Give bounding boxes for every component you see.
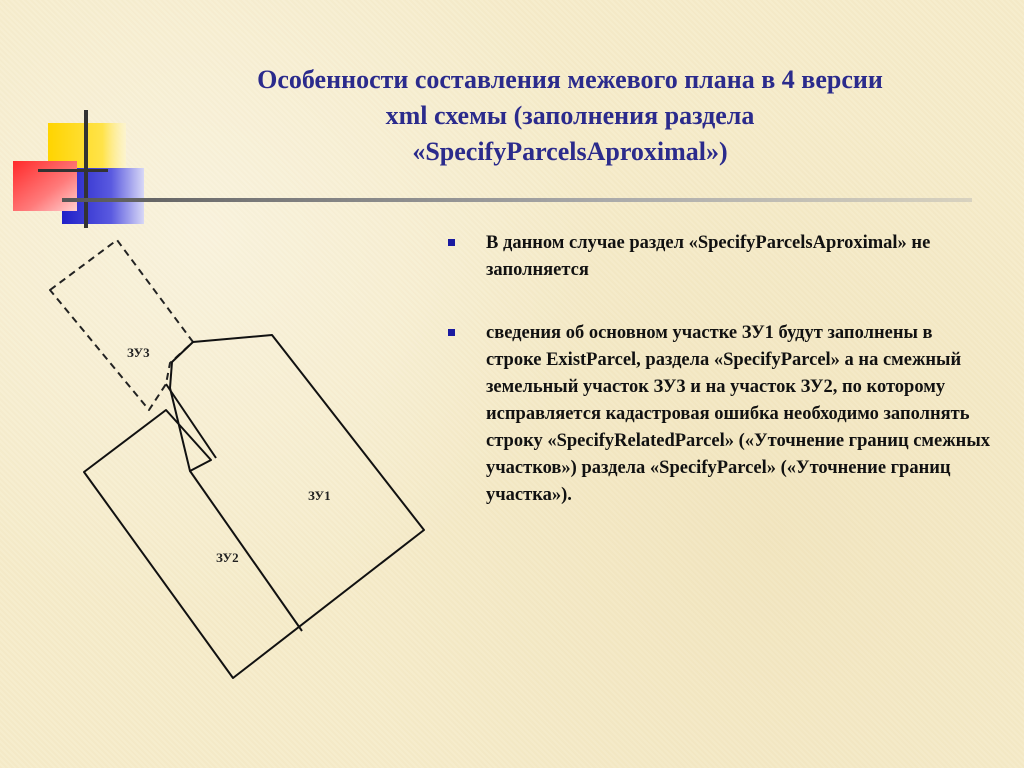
parcel-zu1-zu2-outline: [84, 335, 424, 678]
square-bullet-icon: [448, 239, 455, 246]
label-zu3: ЗУ3: [127, 345, 150, 360]
parcel-zu3-outline: [50, 240, 193, 410]
parcel-inner-edge: [166, 384, 216, 458]
red-square: [13, 161, 77, 211]
horizontal-line: [38, 169, 108, 172]
label-zu1: ЗУ1: [308, 488, 331, 503]
bullet-text: В данном случае раздел «SpecifyParcelsAproximal» не заполняется: [486, 233, 931, 280]
bullet-list: [446, 230, 991, 545]
title-line-2: xml схемы (заполнения раздела: [385, 101, 755, 130]
title-line-3: «SpecifyParcelsAproximal»): [412, 137, 728, 166]
bullet-item: [446, 230, 991, 284]
label-zu2: ЗУ2: [216, 550, 239, 565]
title-line-1: Особенности составления межевого плана в 4 версии: [257, 65, 883, 94]
title-divider: [62, 198, 972, 202]
slide-title: [150, 62, 990, 170]
bullet-text: сведения об основном участке ЗУ1 будут заполнены в строке ExistParcel, раздела «SpecifyParcel» а на смежный земельный участок ЗУ3 и на участок ЗУ2, по которому исправляется кадастровая ошибка необходимо заполнять строку «SpecifyRelatedParcel» («Уточнение границ смежных участков») раздела «SpecifyParcel» («Уточнение границ участка»).: [486, 323, 991, 505]
bullet-item: [446, 320, 991, 509]
parcel-division-line: [190, 471, 302, 631]
square-bullet-icon: [448, 329, 455, 336]
parcel-diagram: [30, 225, 450, 695]
